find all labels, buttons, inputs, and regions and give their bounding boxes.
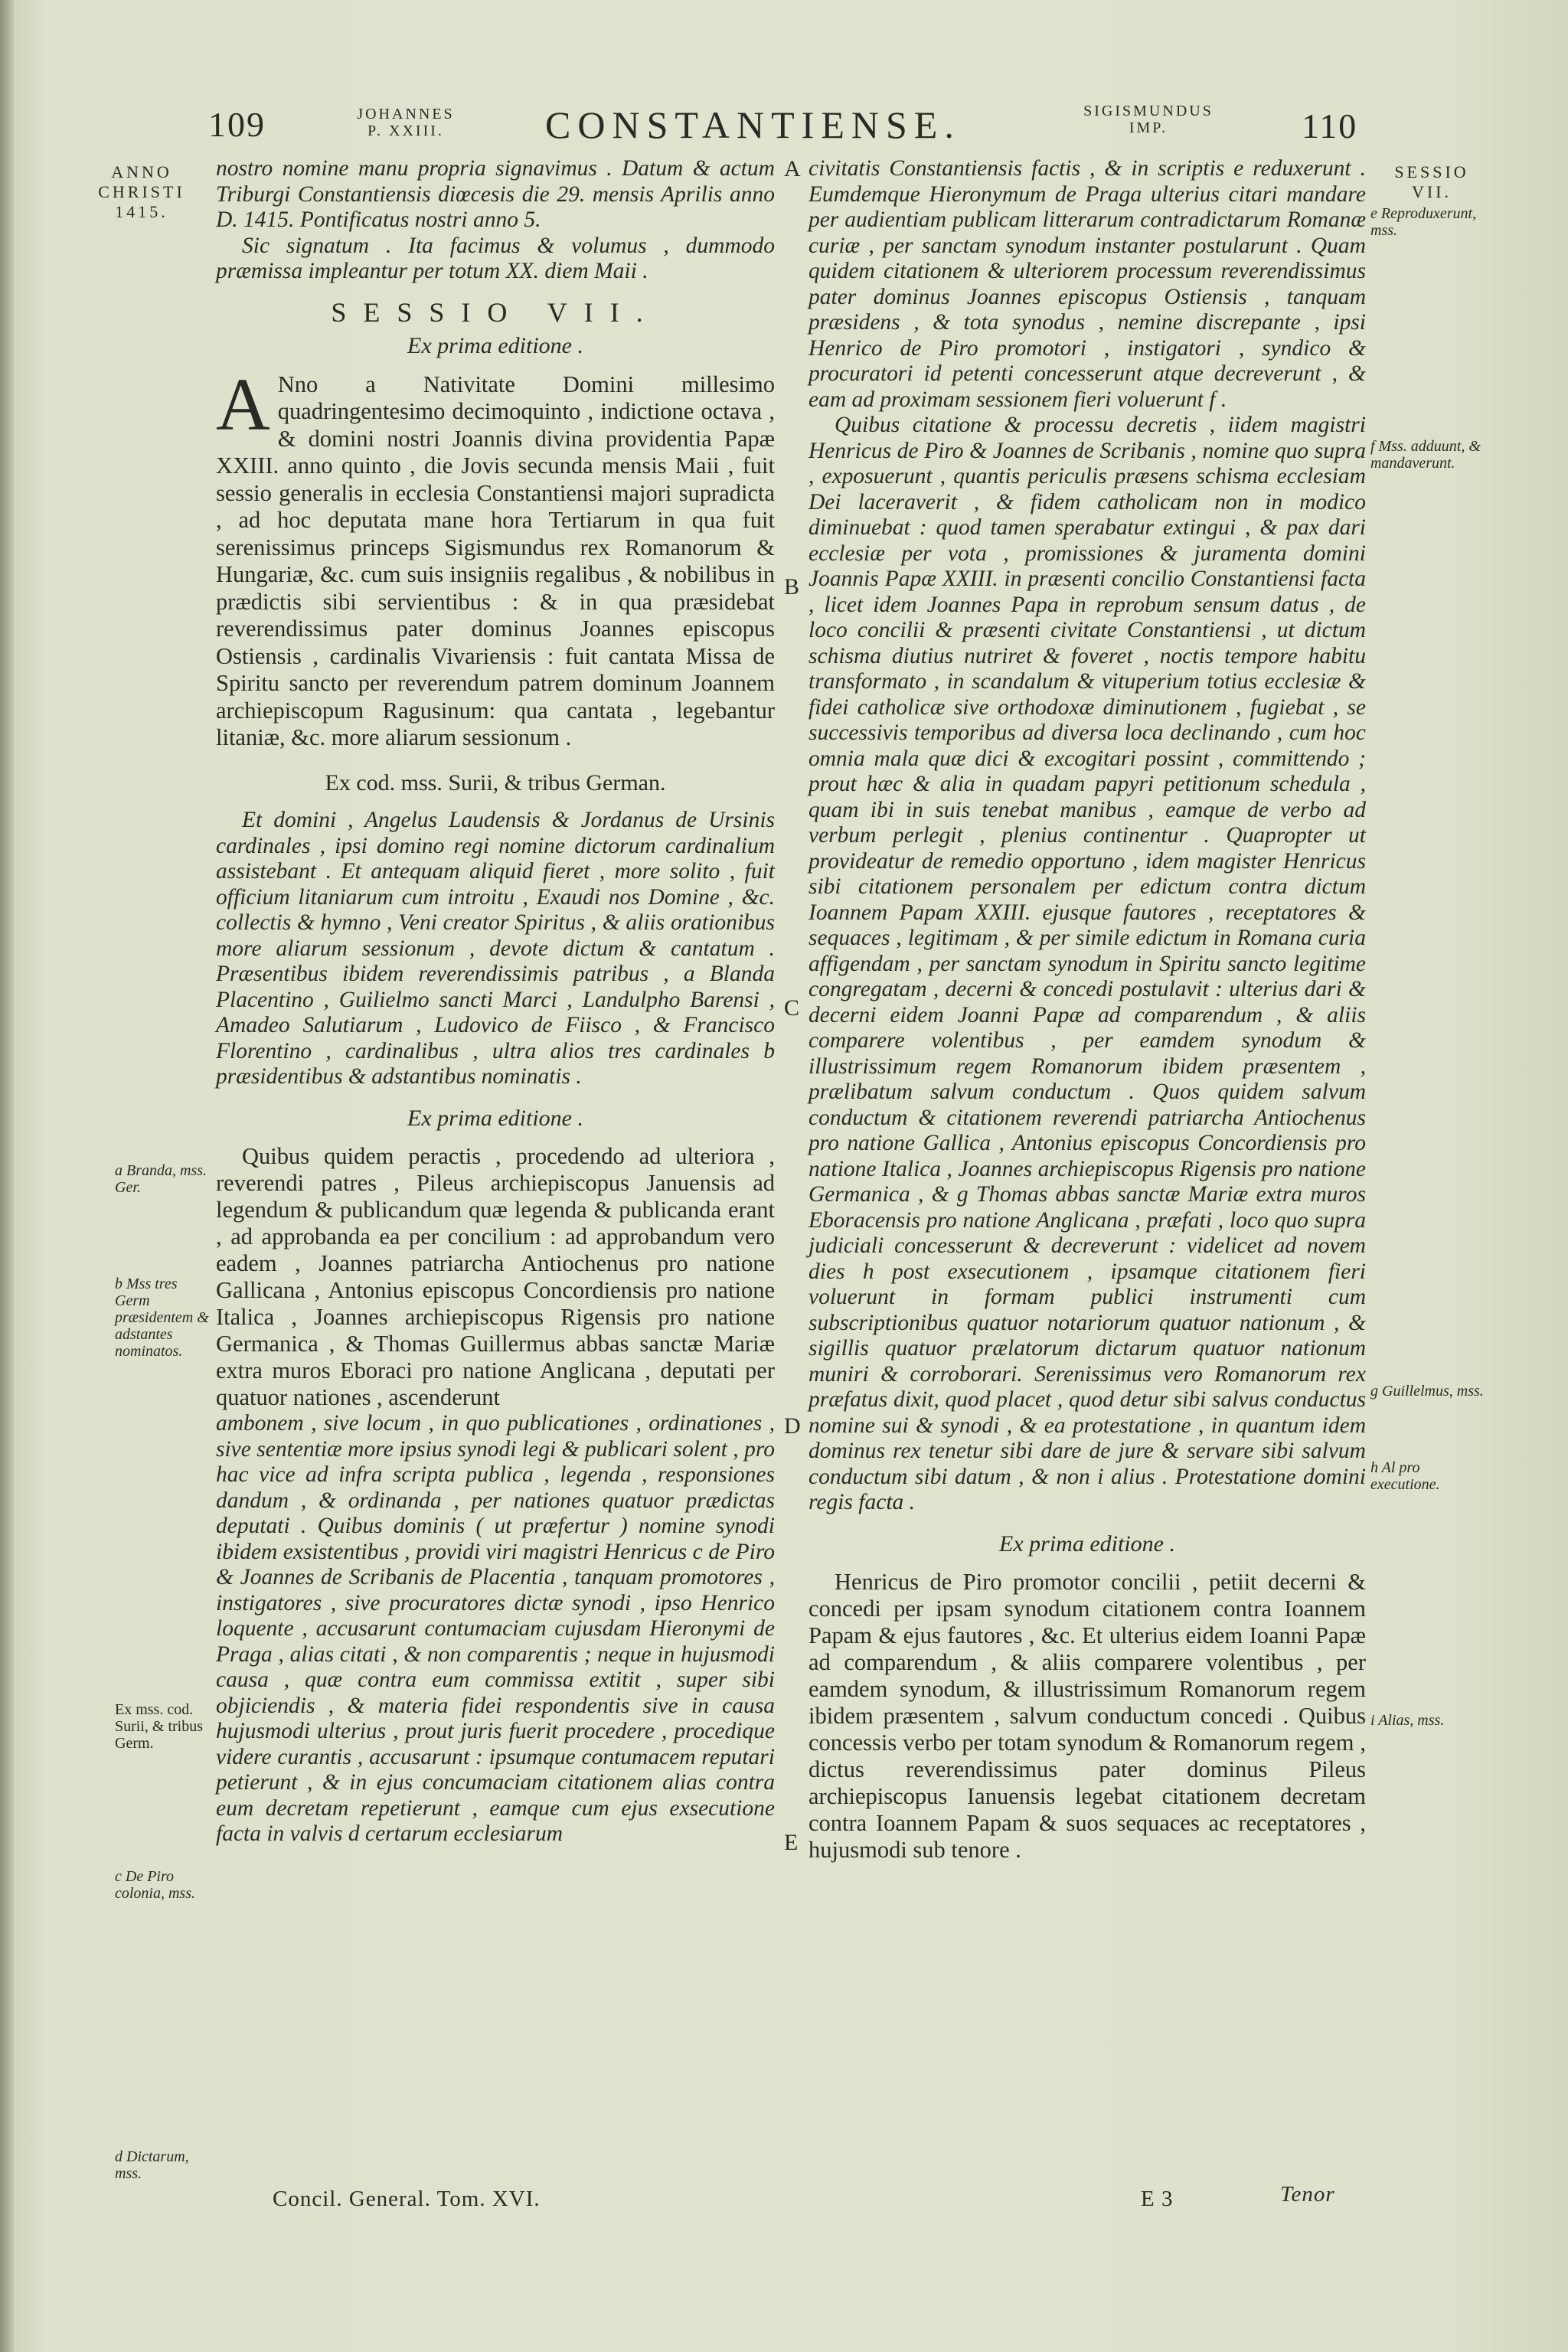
running-head-right [1064,103,1233,136]
margin-sessio-line1: SESSIO [1394,162,1469,181]
left-para-3: Quibus quidem peractis , procedendo ad ulteriora , reverendi patres , Pileus archiepiscopus Januensis ad legendum & publicandum quæ legenda & publicanda erant , ad approbanda ea per concilium : ad approbandum vero eadem , Joannes patriarcha Antiochenus pro natione Gallicana , Antonius episcopus Concordiensis pro natione Italica , Joannes archiepiscopus Rigensis pro natione Germanica , & Thomas Guillermus abbas sanctæ Mariæ extra muros Eboraci pro natione Anglicana , deputati per quatuor nationes , ascenderunt [216,1143,775,1410]
page-number-right: 110 [1302,106,1358,145]
book-binding-edge [0,0,14,2352]
running-head-left-line2: P. XXIII. [368,122,444,139]
left-opening-text: nostro nomine manu propria signavimus . Datum & actum Triburgi Constantiensis diœcesis die 29. mensis Aprilis anno D. 1415. Pontificatus nostri anno 5. [216,156,775,232]
right-para-3: Henricus de Piro promotor concilii , petiit decerni & concedi per ipsam synodum citationem contra Ioannem Papam & ejus fautores , &c. Et ulterius eidem Ioanni Papæ ad comparendum , & aliis comparere volentibus , per eamdem synodum, & illustrissimum Romanorum regem ibidem præsentem , salvum conductum concedi . Quibus concessis verbo per totam synodum & Romanorum regem , dictus reverendissimus pater dominus Pileus archiepiscopus Ianuensis legebat citationem decretam contra Ioannem Papam & suos sequaces ac receptatores , hujusmodi sub tenore . [808,1569,1366,1863]
margin-note-c: c De Piro colonia, mss. [115,1868,195,1902]
sub-heading-prima-3: Ex prima editione . [999,1530,1175,1557]
right-column [808,156,1366,1864]
right-para-2: Quibus citatione & processu decretis , iidem magistri Henricus de Piro & Joannes de Scribanis , nomine quo supra , exposuerunt , quantis periculis præsens schisma ecclesiam Dei laceraverit , & fidem catholicam non in modico diminuebat : quod tamen sperabatur extingui , & pax dari ecclesiæ per vota , promissiones & juramenta domini Joannis Papæ XXIII. in præsenti concilio Constantiensi facta , licet idem Joannes Papa in reprobum sensum datus , de loco concilii & præsenti civitate Constantiensi , ut dictum schisma diutius nutriret & foveret , noctis tempore habitu transformato , in scandalum & vituperium totius ecclesiæ & fidei catholicæ sive orthodoxæ diminutionem , fugiebat , se successivis temporibus ad diversa loca declinando , cum hoc omnia mala quæ dici & excogitari possint , committendo ; prout hæc & alia in quadam papyri petitionum schedula , quam ibi in suis tenebat manibus , eamque de verbo ad verbum perlegit , plenius continentur . Quapropter ut provideatur de remedio opportuno , idem magister Henricus sibi citationem personalem per edictum contra dictum Ioannem Papam XXIII. ejusque fautores , receptatores & sequaces , legitimam , & per simile edictum in Romana curia affigendam , per sanctam synodum in Spiritu sancto legitime congregatam , decerni & concedi postulavit : ulterius dari & decerni eidem Joanni Papæ ad comparendum , & aliis comparere volentibus , per eamdem synodum & illustrissimum regem Romanorum ibidem præsentem , prælibatum salvum conductum . Quos quidem salvum conductum & citationem reverendi patriarcha Antiochenus pro natione Gallica , Antonius episcopus Concordiensis pro natione Italica , Joannes archiepiscopus Rigensis pro natione Germanica , & g Thomas abbas sanctæ Mariæ extra muros Eboracensis pro natione Anglicana , præfati , loco quo supra judiciali concesserunt & decreverunt : videlicet ad novem dies h post exsecutionem , ipsamque citationem fieri voluerunt in formam publici instrumenti cum subscriptionibus quatuor notariorum quatuor nationum , & sigillis quatuor prælatorum dictarum quatuor nationum muniri & corroborari. Serenissimus vero Romanorum rex præfatus dixit, quod placet , quod detur sibi salvus conductus nomine sui & synodi , & ea protestatione , in quantum idem dominus rex tenetur sibi dare de jure & servare sibi salvum conductum sibi datum , & non i alius . Protestatione domini regis facta . [808,413,1366,1514]
catchword: Tenor [1280,2182,1335,2207]
section-letter-c: C [784,995,800,1021]
margin-note-b: b Mss tres Germ præsidentem & adstantes nominatos. [115,1276,209,1360]
margin-note-e: e Reproduxerunt, mss. [1370,205,1477,239]
right-para-1: civitatis Constantiensis factis , & in scriptis e reduxerunt . Eumdemque Hieronymum de Praga ulterius citari mandare per audientiam publicam litterarum contradictarum Romanæ curiæ , per sanctam synodum instanter postularunt . Quam quidem citationem & ulteriorem processum reverendissimus pater dominus Joannes episcopus Ostiensis , tanquam præsidens , & tota synodus , nemine discrepante , ipsi Henrico de Piro promotori , instigatori , syndico & procuratori id petenti concesserunt atque decreverunt , & eam ad proximam sessionem fieri voluerunt f . [808,156,1366,412]
margin-note-d: d Dictarum, mss. [115,2148,189,2182]
section-letter-d: D [784,1413,801,1439]
signature-mark: E 3 [1141,2187,1174,2211]
left-column [216,156,775,1847]
left-para-2: Et domini , Angelus Laudensis & Jordanus de Ursinis cardinales , ipsi domino regi nomine dictorum cardinalium assistebant . Et antequam aliquid fieret , more solito , fuit officium litaniarum cum introitu , Exaudi nos Domine , &c. collectis & hymno , Veni creator Spiritus , & aliis orationibus more aliarum sessionum , devote dictum & cantatum . Præsentibus ibidem reverendissimis patribus , a Blanda Placentino , Guilielmo sancti Marci , Landulpho Barensi , Amadeo Salutiarum , Ludovico de Fiisco , & Francisco Florentino , cardinalibus , ultra alios tres cardinales b præsidentibus & adstantibus nominatis . [216,808,775,1089]
running-head-right-line2: IMP. [1129,119,1168,136]
margin-note-g: g Guillelmus, mss. [1370,1383,1484,1400]
running-head-left [337,106,475,139]
margin-year-line1: ANNO [111,162,172,181]
left-para-1-text: Nno a Nativitate Domini millesimo quadringentesimo decimoquinto , indictione octava , & domini nostri Joannis divina providentia Papæ XXIII. anno quinto , die Jovis secunda mensis Maii , fuit sessio generalis in ecclesia Constantiensi majori supradicta , ad hoc deputata mane hora Tertiarum in qua fuit serenissimus princeps Sigismundus rex Romanorum & Hungariæ, &c. cum suis insigniis regalibus , & nobilibus in prædictis sibi servientibus : & in qua præsidebat reverendissimus pater dominus Joannes episcopus Ostiensis , cardinalis Vivariensis : fuit cantata Missa de Spiritu sancto per reverendum patrem dominum Joannem archiepiscopum Ragusinum: qua cantata , legebantur litaniæ, &c. more aliarum sessionum . [216,371,775,750]
margin-year-line2: CHRISTI [98,182,185,201]
margin-year [84,162,199,222]
footer-volume: Concil. General. Tom. XVI. [273,2187,541,2211]
running-head-right-line1: SIGISMUNDUS [1083,103,1214,119]
margin-year-line3: 1415. [115,202,168,221]
margin-sessio [1378,162,1485,202]
left-sic-signatum: Sic signatum . Ita facimus & volumus , dummodo præmissa impleantur per totum XX. diem Maii . [216,233,775,283]
dropcap-letter: A [216,363,270,446]
session-heading: SESSIO VII. [331,296,660,328]
section-letter-a: A [784,156,801,181]
left-para-4: ambonem , sive locum , in quo publicationes , ordinationes , sive sententiæ more ipsius synodi legi & publicari solent , pro hac vice ad infra scripta publica , legenda , responsiones dandum , & ordinanda , per nationes quatuor prædictas deputati . Quibus dominis ( ut præfertur ) nomine synodi ibidem exsistentibus , providi viri magistri Henricus c de Piro & Joannes de Scribanis de Placentia , tanquam promotores , instigatores , sive procuratores dictæ synodi , ipso Henrico loquente , accusarunt contumaciam cujusdam Hieronymi de Praga , alias citati , & non comparentis ; neque in hujusmodi causa , quæ contra eum commissa extitit , super sibi objiciendis , & materia fidei respondentis sive in causa hujusmodi ulterius , prout juris fuerit procedere , procedique videre curantis , accusarunt : ipsumque contumacem reputari petierunt , & in ejus concumaciam citationem alias contra eum decretam repetierunt , eamque cum ejus exsecutione facta in valvis d certarum ecclesiarum [216,1411,775,1846]
section-letter-b: B [784,574,800,599]
margin-note-a: a Branda, mss. Ger. [115,1162,207,1196]
left-para-1 [216,363,775,752]
sub-heading-prima-2: Ex prima editione . [407,1105,583,1131]
sub-heading-prima-1: Ex prima editione . [407,333,583,358]
cod-heading: Ex cod. mss. Surii, & tribus German. [325,769,666,795]
section-letter-e: E [784,1830,799,1855]
margin-note-ex-cod: Ex mss. cod. Surii, & tribus Germ. [115,1701,204,1752]
running-head-left-line1: JOHANNES [357,106,455,122]
page-title: CONSTANTIENSE. [545,103,961,146]
margin-note-f: f Mss. adduunt, & mandaverunt. [1370,438,1481,472]
page-number-left: 109 [208,105,266,144]
margin-note-h: h Al pro executione. [1370,1459,1440,1493]
margin-sessio-line2: VII. [1411,182,1452,201]
margin-note-i: i Alias, mss. [1370,1712,1445,1729]
